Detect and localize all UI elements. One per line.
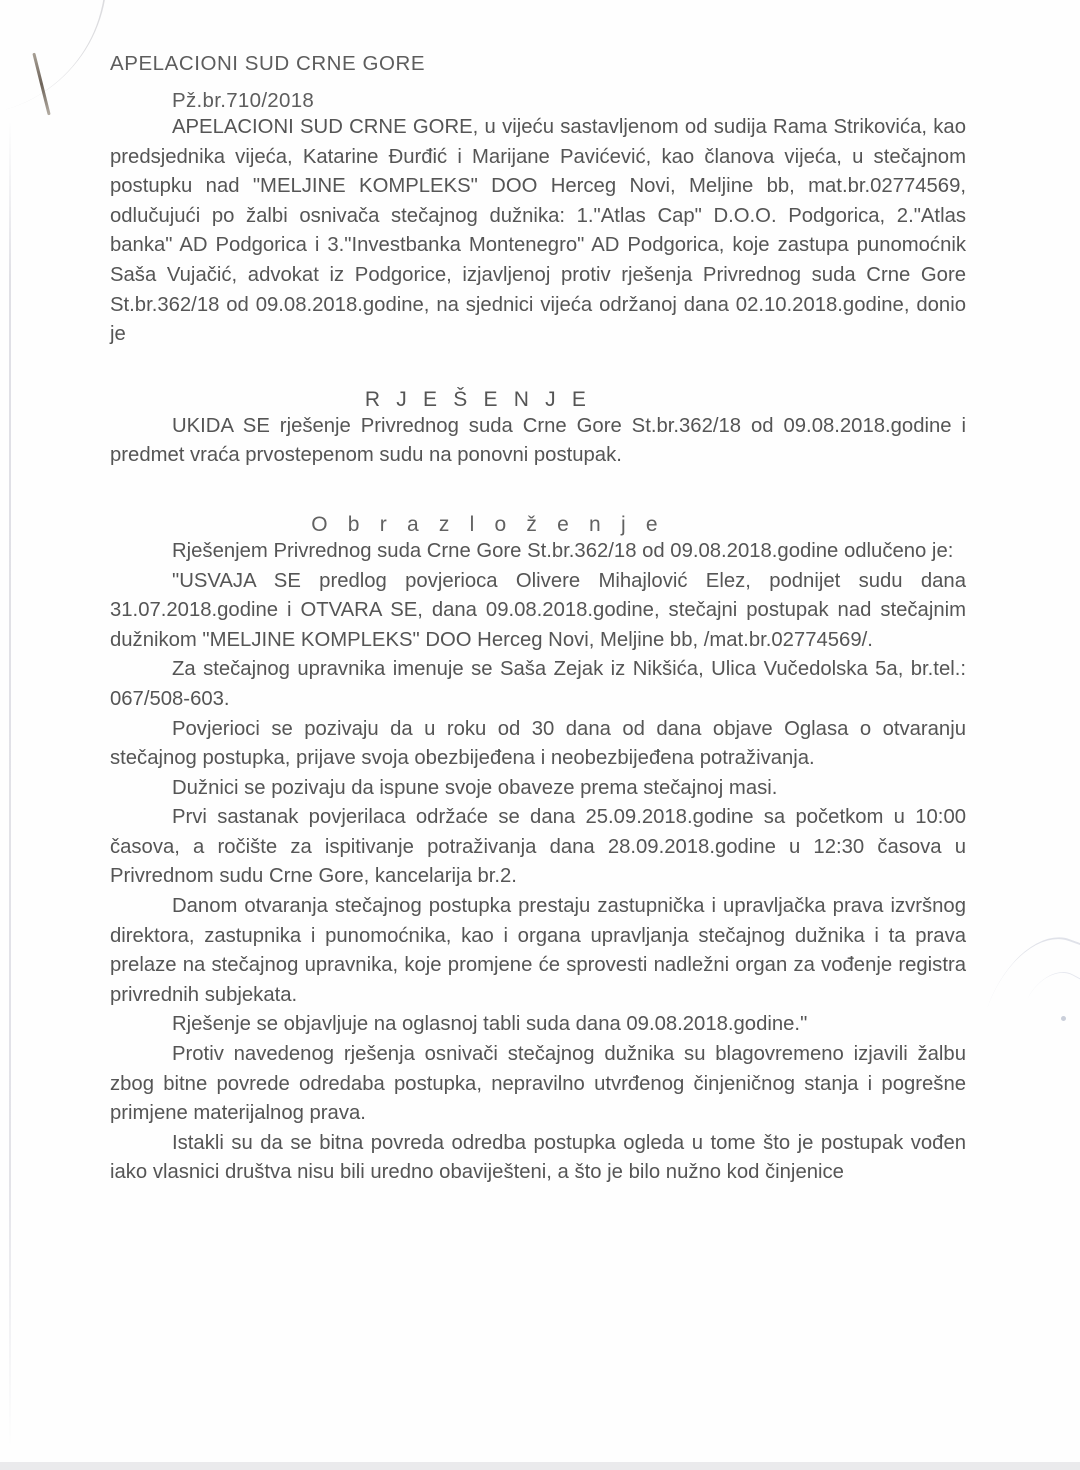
reasoning-paragraph: Protiv navedenog rješenja osnivači stečajnog dužnika su blagovremeno izjavili žalbu zbog bitne povrede odredaba postupka, nepravilno utvrđenog činjeničnog stanja i pogrešne primjene materijalnog prava. — [110, 1043, 966, 1125]
case-number: Pž.br.710/2018 — [172, 89, 315, 112]
scan-speck-artifact — [1061, 1016, 1066, 1021]
scan-left-page-edge — [9, 120, 11, 1450]
ruling-paragraph: UKIDA SE rješenje Privrednog suda Crne Gore St.br.362/18 od 09.08.2018.godine i predmet vraća prvostepenom sudu na ponovni postupak. — [110, 414, 966, 467]
reasoning-paragraph: Dužnici se pozivaju da ispune svoje obaveze prema stečajnoj masi. — [172, 776, 778, 799]
reasoning-paragraph: Istakli su da se bitna povreda odredba postupka ogleda u tome što je postupak vođen iako vlasnici društva nisu bili uredno obaviješteni, a što je bilo nužno kod činjenice — [110, 1131, 966, 1184]
decision-heading: R J E Š E N J E — [364, 387, 592, 411]
intro-paragraph: APELACIONI SUD CRNE GORE, u vijeću sastavljenom od sudija Rama Strikovića, kao predsjednika vijeća, Katarine Đurđić i Marijane Pavićević, kao članova vijeća, u stečajnom postupku nad "MELJINE KOMPLEKS" DOO Herceg Novi, Meljine bb, mat.br.02774569, odlučujući po žalbi osnivača stečajnog dužnika: 1."Atlas Cap" D.O.O. Podgorica, 2."Atlas banka" AD Podgorica i 3."Investbanka Montenegro" AD Podgorica, koje zastupa punomoćnik Saša Vujačić, advokat iz Podgorice, izjavljenoj protiv rješenja Privrednog suda Crne Gore St.br.362/18 od 09.08.2018.godine, na sjednici vijeća održanoj dana 02.10.2018.godine, donio je — [110, 116, 966, 346]
document-content — [110, 0, 966, 1188]
reasoning-paragraph: Prvi sastanak povjerilaca održaće se dana 25.09.2018.godine sa početkom u 10:00 časova, a ročište za ispitivanje potraživanja dana 28.09.2018.godine u 12:30 časova u Privrednom sudu Crne Gore, kancelarija br.2. — [110, 806, 966, 888]
court-name: APELACIONI SUD CRNE GORE — [110, 52, 426, 75]
reasoning-paragraph: Za stečajnog upravnika imenuje se Saša Zejak iz Nikšića, Ulica Vučedolska 5a, br.tel.: 067/508-603. — [110, 658, 966, 710]
reasoning-paragraph: "USVAJA SE predlog povjerioca Olivere Mihajlović Elez, podnijet sudu dana 31.07.2018.godine i OTVARA SE, dana 09.08.2018.godine, stečajni postupak nad stečajnim dužnikom "MELJINE KOMPLEKS" DOO Herceg Novi, Meljine bb, /mat.br.02774569/. — [110, 569, 966, 651]
reasoning-paragraph: Danom otvaranja stečajnog postupka prestaju zastupnička i upravljačka prava izvršnog direktora, zastupnika i punomoćnika, kao i organa upravljanja stečajnog dužnika i ta prava prelaze na stečajnog upravnika, koje promjene će sprovesti nadležni organ za vođenje registra privrednih subjekata. — [110, 895, 966, 1006]
reasoning-paragraph: Povjerioci se pozivaju da u roku od 30 dana od dana objave Oglasa o otvaranju stečajnog postupka, prijave svoja obezbijeđena i neobezbijeđena potraživanja. — [110, 717, 966, 770]
reasoning-heading: O b r a z l o ž e n j e — [311, 512, 665, 536]
scan-bottom-edge — [0, 1462, 1080, 1470]
reasoning-paragraph: Rješenje se objavljuje na oglasnoj tabli suda dana 09.08.2018.godine." — [172, 1013, 808, 1036]
reasoning-paragraph: Rješenjem Privrednog suda Crne Gore St.br.362/18 od 09.08.2018.godine odlučeno je: — [172, 539, 954, 562]
